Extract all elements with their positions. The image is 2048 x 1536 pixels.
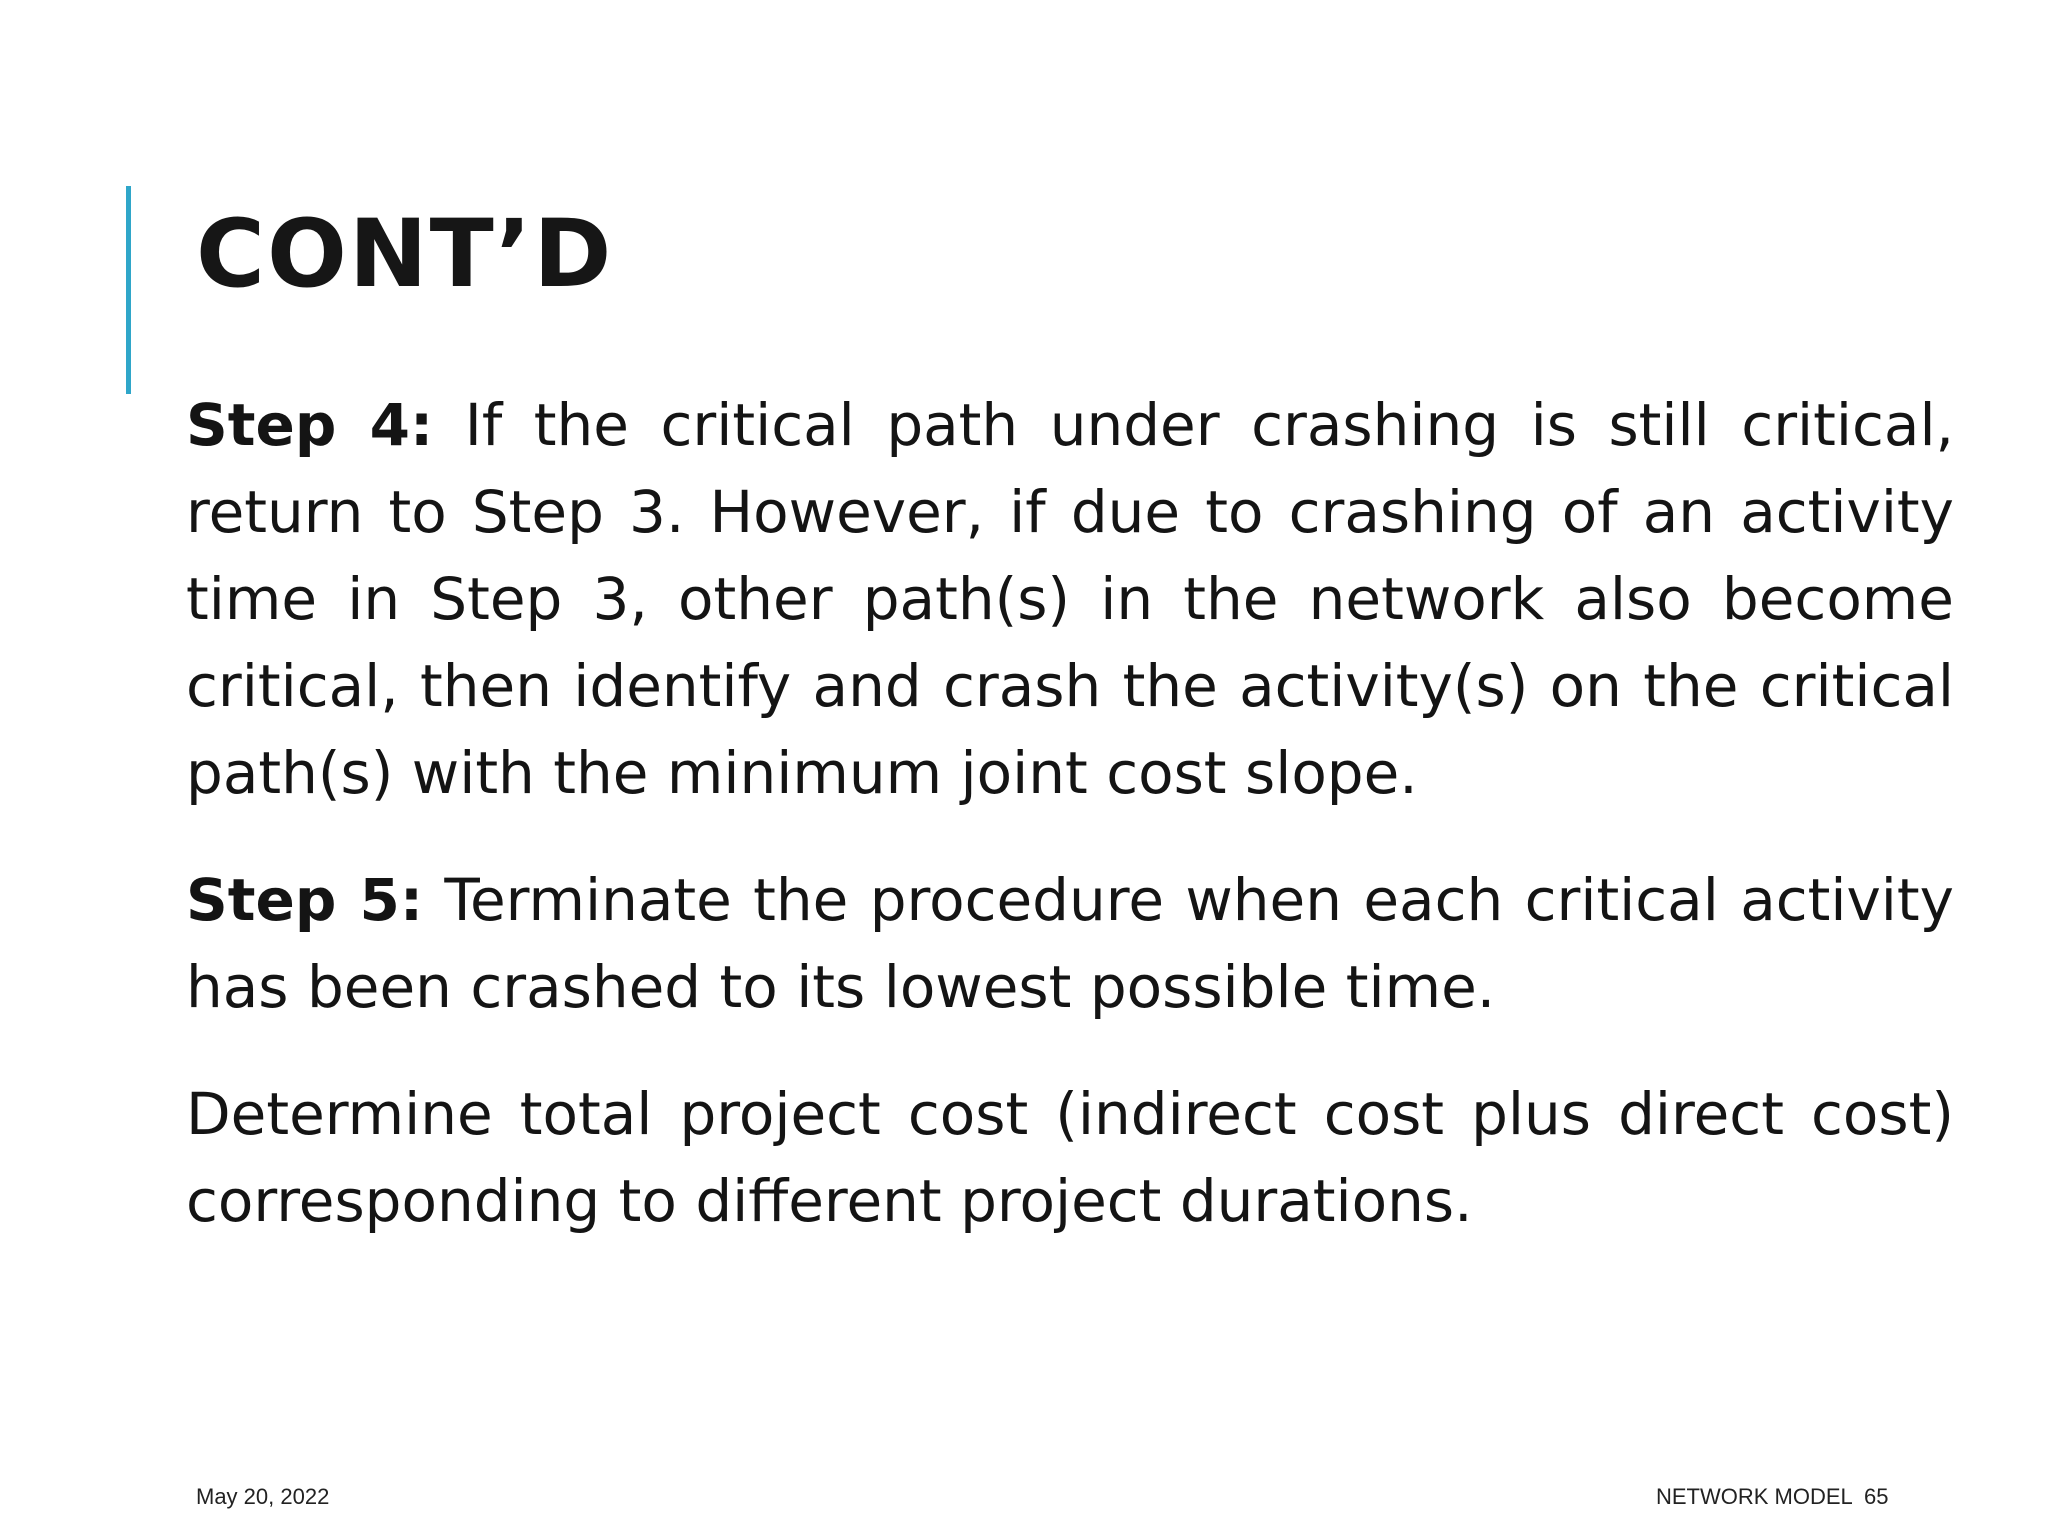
- footer-title: NETWORK MODEL: [1656, 1484, 1853, 1509]
- step-4-paragraph: [186, 382, 1954, 817]
- step-4-label: Step 4:: [186, 391, 434, 459]
- step-5-paragraph: [186, 857, 1954, 1031]
- slide-body: [186, 382, 1954, 1285]
- step-5-text: Terminate the procedure when each critical activity has been crashed to its lowest possible time.: [186, 866, 1954, 1021]
- title-accent-bar: [126, 186, 131, 394]
- slide-title: CONT’D: [196, 200, 614, 309]
- step-5-label: Step 5:: [186, 866, 424, 934]
- determine-cost-paragraph: [186, 1071, 1954, 1245]
- footer-page-number: 65: [1864, 1484, 1889, 1509]
- step-4-text: If the critical path under crashing is still critical, return to Step 3. However, if due to crashing of an activity time in Step 3, other path(s) in the network also become critical, then identify and crash the activity(s) on the critical path(s) with the minimum joint cost slope.: [186, 391, 1954, 807]
- footer-date: May 20, 2022: [196, 1484, 330, 1509]
- determine-cost-text: Determine total project cost (indirect cost plus direct cost) corresponding to different project durations.: [186, 1080, 1954, 1235]
